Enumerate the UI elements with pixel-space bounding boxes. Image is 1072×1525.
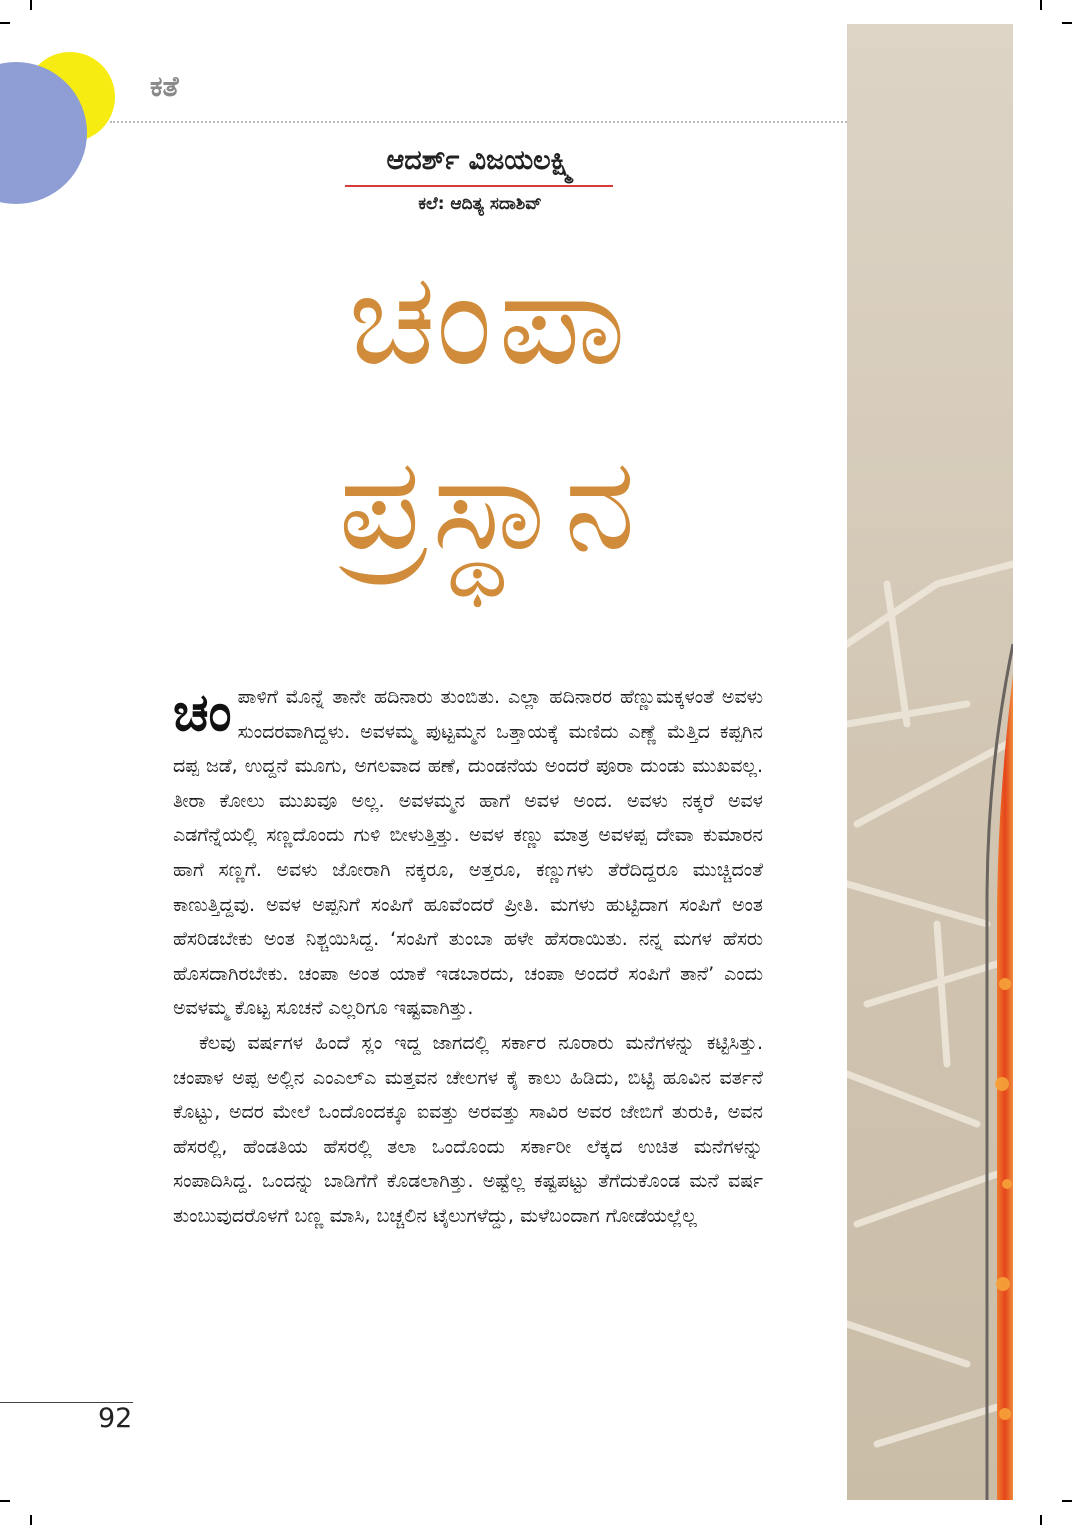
crop-mark (1040, 1515, 1042, 1525)
story-title-line-2: ಪ್ರಸ್ಥಾನ (338, 430, 642, 579)
paragraph-text: ಪಾಳಿಗೆ ಮೊನ್ನೆ ತಾನೇ ಹದಿನಾರು ತುಂಬಿತು. ಎಲ್ಲಾ ಹದಿನಾರರ ಹೆಣ್ಣುಮಕ್ಕಳಂತೆ ಅವಳು ಸುಂದರವಾಗಿದ್ದಳು. ಅವಳಮ್ಮ ಪುಟ್ಟಮ್ಮನ ಒತ್ತಾಯಕ್ಕೆ ಮಣಿದು ಎಣ್ಣೆ ಮೆತ್ತಿದ ಕಪ್ಪಗಿನ ದಪ್ಪ ಜಡೆ, ಉದ್ದನೆ ಮೂಗು, ಅಗಲವಾದ ಹಣೆ, ದುಂಡನೆಯ ಅಂದರೆ ಪೂರಾ ದುಂಡು ಮುಖವಲ್ಲ. ತೀರಾ ಕೋಲು ಮುಖವೂ ಅಲ್ಲ. ಅವಳಮ್ಮನ ಹಾಗೆ ಅವಳ ಅಂದ. ಅವಳು ನಕ್ಕರೆ ಅವಳ ಎಡಗೆನ್ನೆಯಲ್ಲಿ ಸಣ್ಣದೊಂದು ಗುಳಿ ಬೀಳುತ್ತಿತ್ತು. ಅವಳ ಕಣ್ಣು ಮಾತ್ರ ಅವಳಪ್ಪ ದೇವಾ ಕುಮಾರನ ಹಾಗೆ ಸಣ್ಣಗೆ. ಅವಳು ಜೋರಾಗಿ ನಕ್ಕರೂ, ಅತ್ತರೂ, ಕಣ್ಣುಗಳು ತೆರೆದಿದ್ದರೂ ಮುಚ್ಚಿದಂತೆ ಕಾಣುತ್ತಿದ್ದವು. ಅವಳ ಅಪ್ಪನಿಗೆ ಸಂಪಿಗೆ ಹೂವೆಂದರೆ ಪ್ರೀತಿ. ಮಗಳು ಹುಟ್ಟಿದಾಗ ಸಂಪಿಗೆ ಅಂತ ಹೆಸರಿಡಬೇಕು ಅಂತ ನಿಶ್ಚಯಿಸಿದ್ದ. ‘ಸಂಪಿಗೆ ತುಂಬಾ ಹಳೇ ಹೆಸರಾಯಿತು. ನನ್ನ ಮಗಳ ಹೆಸರು ಹೊಸದಾಗಿರಬೇಕು. ಚಂಪಾ ಅಂತ ಯಾಕೆ ಇಡಬಾರದು, ಚಂಪಾ ಅಂದರೆ ಸಂಪಿಗೆ ತಾನೆ’ ಎಂದು ಅವಳಮ್ಮ ಕೊಟ್ಟ ಸೂಚನೆ ಎಲ್ಲರಿಗೂ ಇಷ್ಟವಾಗಿತ್ತು. (173, 686, 763, 1020)
page-number: 92 (98, 1403, 133, 1434)
author-name: ಆದರ್ಶ್ ವಿಜಯಲಕ್ಷ್ಮಿ (386, 145, 574, 176)
illustration-panel (847, 24, 1013, 1500)
art-credit: ಕಲೆ: ಆದಿತ್ಯ ಸದಾಶಿವ್ (418, 194, 542, 214)
crop-mark (1062, 1500, 1072, 1502)
crop-mark (0, 22, 10, 24)
drop-cap: ಚಂ (173, 683, 232, 743)
crop-mark (1040, 0, 1042, 10)
crop-mark (30, 0, 32, 10)
header-dotted-rule (110, 121, 847, 123)
crop-mark (0, 1500, 10, 1502)
article-body (173, 680, 763, 1234)
section-label: ಕತೆ (150, 70, 179, 103)
illustration-art (847, 24, 1013, 1500)
crop-mark (30, 1515, 32, 1525)
article-paragraph: ಕೆಲವು ವರ್ಷಗಳ ಹಿಂದೆ ಸ್ಲಂ ಇದ್ದ ಜಾಗದಲ್ಲಿ ಸರ್ಕಾರ ನೂರಾರು ಮನೆಗಳನ್ನು ಕಟ್ಟಿಸಿತ್ತು. ಚಂಪಾಳ ಅಪ್ಪ ಅಲ್ಲಿನ ಎಂಎಲ್ಎ ಮತ್ತವನ ಚೇಲಗಳ ಕೈ ಕಾಲು ಹಿಡಿದು, ಬಿಟ್ಟಿ ಹೂವಿನ ವರ್ತನೆ ಕೊಟ್ಟು, ಅದರ ಮೇಲೆ ಒಂದೊಂದಕ್ಕೂ ಐವತ್ತು ಅರವತ್ತು ಸಾವಿರ ಅವರ ಜೇಬಿಗೆ ತುರುಕಿ, ಅವನ ಹೆಸರಲ್ಲಿ, ಹೆಂಡತಿಯ ಹೆಸರಲ್ಲಿ ತಲಾ ಒಂದೊಂದು ಸರ್ಕಾರೀ ಲೆಕ್ಕದ ಉಚಿತ ಮನೆಗಳನ್ನು ಸಂಪಾದಿಸಿದ್ದ. ಒಂದನ್ನು ಬಾಡಿಗೆಗೆ ಕೊಡಲಾಗಿತ್ತು. ಅಷ್ಟೆಲ್ಲ ಕಷ್ಟಪಟ್ಟು ತೆಗೆದುಕೊಂಡ ಮನೆ ವರ್ಷ ತುಂಬುವುದರೊಳಗೆ ಬಣ್ಣ ಮಾಸಿ, ಬಚ್ಚಲಿನ ಟೈಲುಗಳೆದ್ದು, ಮಳೆಬಂದಾಗ ಗೋಡೆಯಲ್ಲೆಲ್ಲ (173, 1031, 763, 1227)
article-paragraph (173, 680, 763, 1026)
crop-mark (1062, 22, 1072, 24)
story-title-line-1: ಚಂಪಾ (348, 245, 632, 394)
byline-underline (345, 185, 613, 187)
